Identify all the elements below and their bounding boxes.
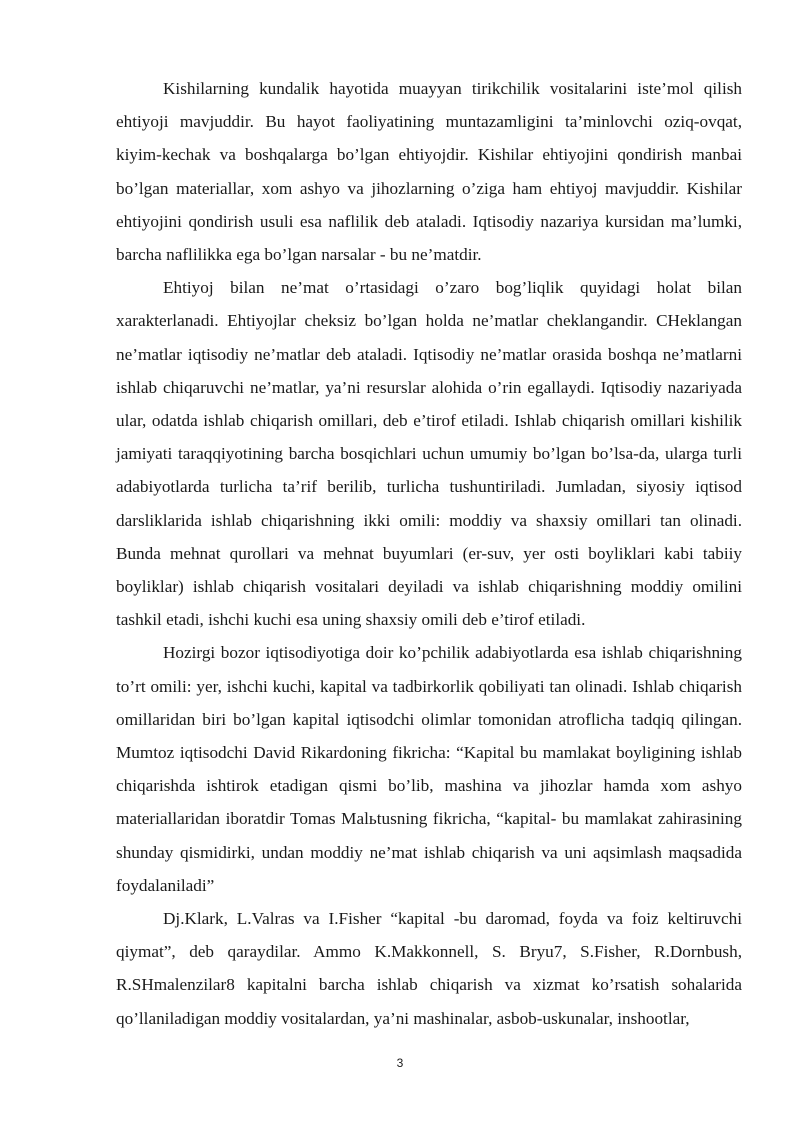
paragraph-capital-definitions: Dj.Klark, L.Valras va I.Fisher “kapital -bu daromad, foyda va foiz keltiruvchi qiymat”, deb qaraydilar. Ammo K.Makkonnell, S. Bryu7, S.Fisher, R.Dornbush, R.SHmalenzilar8 kapitalni barcha ishlab chiqarish va xizmat ko’rsatish sohalarida qo’llaniladigan moddiy vositalardan, ya’ni mashinalar, asbob-uskunalar, inshootlar, xyxy=(116,909,742,1028)
paragraph-needs-and-goods: Kishilarning kundalik hayotida muayyan tirikchilik vositalarini iste’mol qilish ehtiyoji mavjuddir. Bu hayot faoliyatining muntazamligini ta’minlovchi oziq-ovqat, kiyim-kechak va boshqalarga bo’lgan ehtiyojdir. Kishilar ehtiyojini qondirish manbai bo’lgan materiallar, xom ashyo va jihozlarning o’ziga ham ehtiyoj mavjuddir. Kishilar ehtiyojini qondirish usuli esa naflilik deb ataladi. Iqtisodiy nazariya kursidan ma’lumki, barcha naflilikka ega bo’lgan narsalar - bu ne’matdir. xyxy=(116,79,742,265)
paragraph-four-factors: Hozirgi bozor iqtisodiyotiga doir ko’pchilik adabiyotlarda esa ishlab chiqarishning to’rt omili: yer, ishchi kuchi, kapital va tadbirkorlik qobiliyati tan olinadi. Ishlab chiqarish omillaridan biri bo’lgan kapital iqtisodchi olimlar tomonidan atroflicha tadqiq qilingan. Mumtoz iqtisodchi David Rikardoning fikricha: “Kapital bu mamlakat boyligining ishlab chiqarishda ishtirok etadigan qismi bo’lib, mashina va jihozlar hamda xom ashyo materiallaridan iboratdir Tomas Malьtusning fikricha, “kapital- bu mamlakat zahirasining shunday qismidirki, undan moddiy ne’mat ishlab chiqarish va uni aqsimlash maqsadida foydalaniladi” xyxy=(116,643,742,895)
paragraph-factors-of-production: Ehtiyoj bilan ne’mat o’rtasidagi o’zaro bog’liqlik quyidagi holat bilan xarakterlanadi. Ehtiyojlar cheksiz bo’lgan holda ne’matlar cheklangandir. CHeklangan ne’matlar iqtisodiy ne’matlar deb ataladi. Iqtisodiy ne’matlar orasida boshqa ne’matlarni ishlab chiqaruvchi ne’matlar, ya’ni resurslar alohida o’rin egallaydi. Iqtisodiy nazariyada ular, odatda ishlab chiqarish omillari, deb e’tirof etiladi. Ishlab chiqarish omillari kishilik jamiyati taraqqiyotining barcha bosqichlari uchun umumiy bo’lgan bo’lsa-da, ularga turli adabiyotlarda turlicha ta’rif berilib, turlicha tushuntiriladi. Jumladan, siyosiy iqtisod darsliklarida ishlab chiqarishning ikki omili: moddiy va shaxsiy omillari tan olinadi. Bunda mehnat qurollari va mehnat buyumlari (er-suv, yer osti boyliklari kabi tabiiy boyliklar) ishlab chiqarish vositalari deyiladi va ishlab chiqarishning moddiy omilini tashkil etadi, ishchi kuchi esa uning shaxsiy omili deb e’tirof etiladi. xyxy=(116,278,742,630)
body-text xyxy=(116,72,742,1035)
page-number: 3 xyxy=(396,1056,404,1070)
